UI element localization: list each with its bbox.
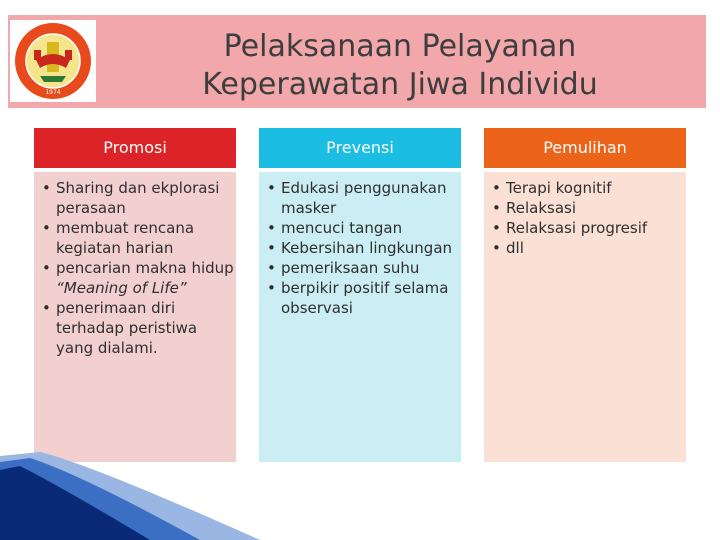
list-item: • Edukasi penggunakan masker: [267, 179, 447, 217]
list-item: • mencuci tangan: [267, 219, 403, 237]
column-pemulihan: [484, 128, 686, 462]
list-item: • Relaksasi: [492, 199, 577, 217]
list-item: • Sharing dan ekplorasi perasaan: [42, 179, 220, 217]
list-item: • dll: [492, 239, 524, 257]
column-header: Pemulihan: [484, 128, 686, 168]
list-item: • Kebersihan lingkungan: [267, 239, 453, 257]
column-prevensi: [259, 128, 461, 462]
list-item: • pemeriksaan suhu: [267, 259, 420, 277]
emphasis-text: “Meaning of Life”: [56, 279, 187, 297]
column-body: [259, 172, 461, 462]
list-item: • membuat rencana kegiatan harian: [42, 219, 195, 257]
bullet: •: [42, 299, 51, 317]
bullet: •: [42, 259, 51, 277]
bullet: •: [267, 239, 276, 257]
column-body: [484, 172, 686, 462]
list-item: • Terapi kognitif: [492, 179, 612, 197]
bullet: •: [492, 219, 501, 237]
title-line-1: Pelaksanaan Pelayanan: [223, 29, 577, 64]
list-item: • berpikir positif selama observasi: [267, 279, 449, 317]
svg-text:1974: 1974: [45, 89, 61, 96]
bullet: •: [492, 199, 501, 217]
logo: [10, 20, 96, 102]
bullet: •: [42, 179, 51, 197]
bullet: •: [267, 179, 276, 197]
list-item: • pencarian makna hidup “Meaning of Life”: [42, 259, 234, 297]
column-promosi: [34, 128, 236, 462]
bullet: •: [267, 259, 276, 277]
list-item: • Relaksasi progresif: [492, 219, 648, 237]
column-header: Prevensi: [259, 128, 461, 168]
bullet: •: [492, 179, 501, 197]
ppni-emblem-icon: [10, 20, 96, 102]
bullet: •: [267, 219, 276, 237]
title-line-2: Keperawatan Jiwa Individu: [202, 67, 598, 102]
list-item: • penerimaan diri terhadap peristiwa yang dialami.: [42, 299, 198, 357]
column-body: [34, 172, 236, 462]
column-header: Promosi: [34, 128, 236, 168]
decorative-swoosh: [0, 452, 720, 540]
bullet: •: [267, 279, 276, 297]
page-title: [130, 28, 670, 104]
bullet: •: [492, 239, 501, 257]
bullet: •: [42, 219, 51, 237]
